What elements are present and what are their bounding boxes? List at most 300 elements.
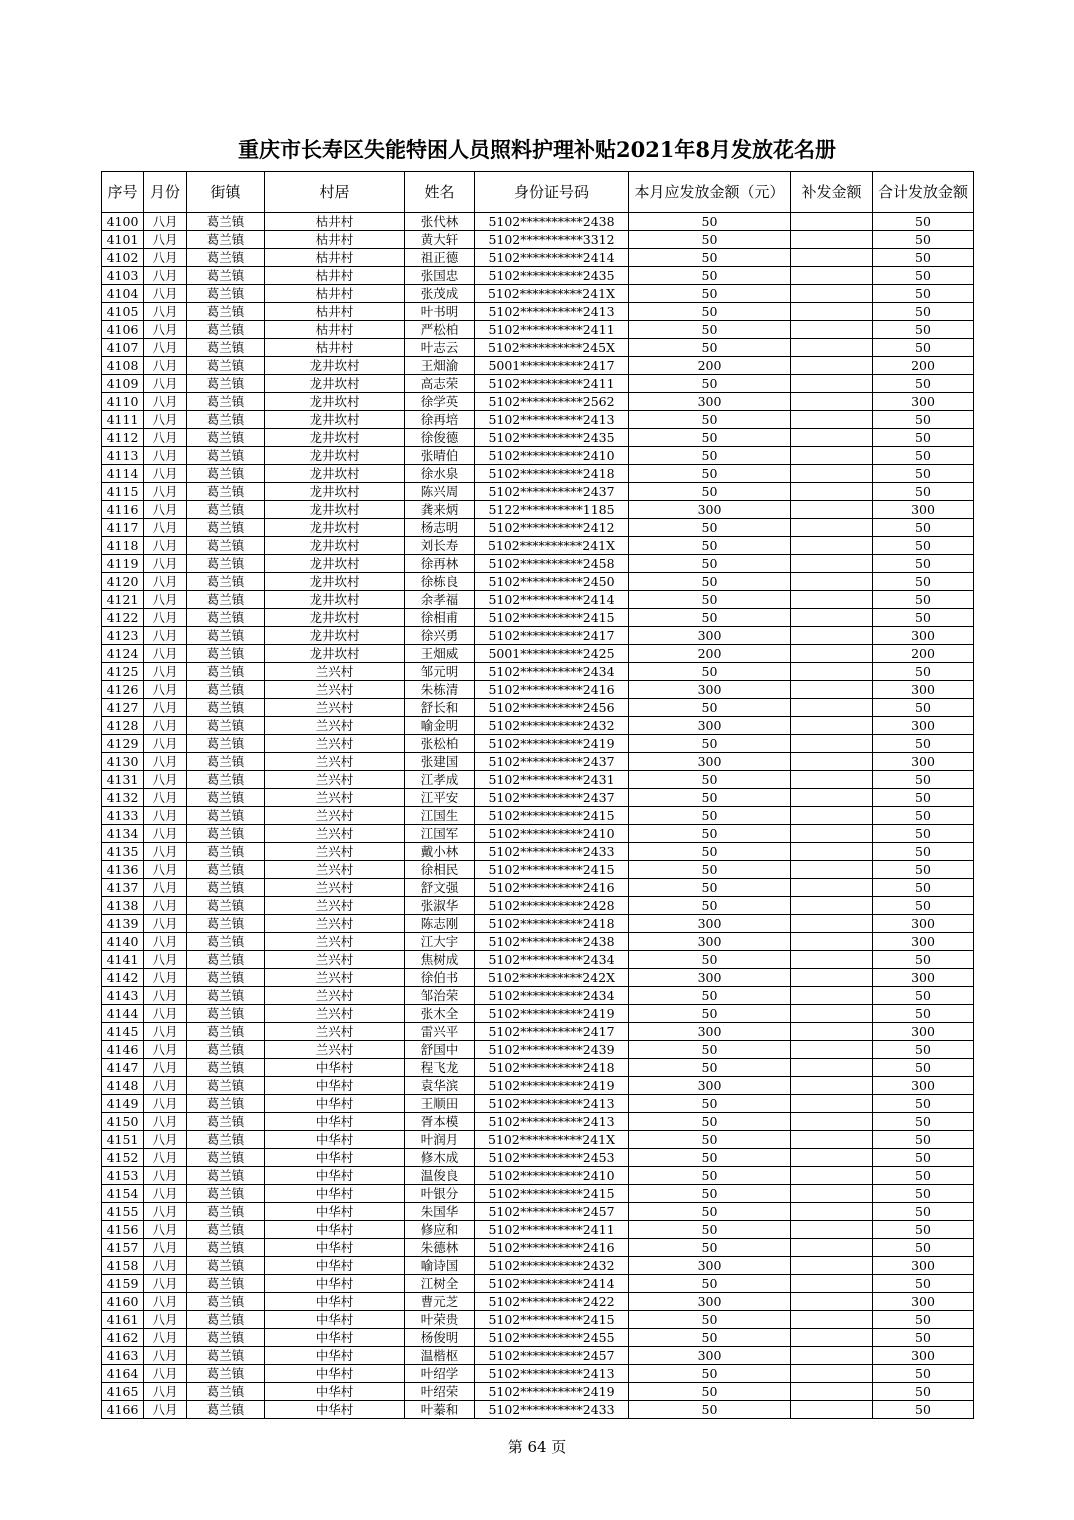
monthly-amount-cell: 50 — [629, 951, 791, 969]
total-amount-cell: 50 — [873, 1221, 974, 1239]
name-cell: 焦树成 — [405, 951, 475, 969]
total-amount-cell: 50 — [873, 1365, 974, 1383]
village-cell: 枯井村 — [265, 303, 405, 321]
village-cell: 中华村 — [265, 1311, 405, 1329]
month-cell: 八月 — [144, 591, 187, 609]
serial-cell: 4118 — [102, 537, 144, 555]
monthly-amount-cell: 50 — [629, 429, 791, 447]
back-pay-cell — [791, 1005, 873, 1023]
total-amount-cell: 300 — [873, 1257, 974, 1275]
back-pay-cell — [791, 1365, 873, 1383]
id-number-cell: 5102**********2411 — [475, 375, 629, 393]
id-number-cell: 5102**********2416 — [475, 681, 629, 699]
serial-cell: 4146 — [102, 1041, 144, 1059]
id-number-cell: 5102**********241X — [475, 1131, 629, 1149]
town-cell: 葛兰镇 — [187, 321, 265, 339]
name-cell: 叶绍学 — [405, 1365, 475, 1383]
id-number-cell: 5102**********2410 — [475, 1167, 629, 1185]
serial-cell: 4160 — [102, 1293, 144, 1311]
month-cell: 八月 — [144, 213, 187, 231]
town-cell: 葛兰镇 — [187, 285, 265, 303]
town-cell: 葛兰镇 — [187, 249, 265, 267]
month-cell: 八月 — [144, 1401, 187, 1419]
serial-cell: 4131 — [102, 771, 144, 789]
name-cell: 戴小林 — [405, 843, 475, 861]
month-cell: 八月 — [144, 1329, 187, 1347]
monthly-amount-cell: 50 — [629, 1041, 791, 1059]
monthly-amount-cell: 50 — [629, 555, 791, 573]
village-cell: 龙井坎村 — [265, 375, 405, 393]
month-cell: 八月 — [144, 555, 187, 573]
month-cell: 八月 — [144, 483, 187, 501]
village-cell: 兰兴村 — [265, 735, 405, 753]
name-cell: 刘长寿 — [405, 537, 475, 555]
total-amount-cell: 50 — [873, 807, 974, 825]
id-number-cell: 5102**********242X — [475, 969, 629, 987]
id-number-cell: 5102**********2414 — [475, 1275, 629, 1293]
header-serial: 序号 — [102, 172, 144, 213]
village-cell: 兰兴村 — [265, 825, 405, 843]
town-cell: 葛兰镇 — [187, 1059, 265, 1077]
back-pay-cell — [791, 483, 873, 501]
total-amount-cell: 50 — [873, 861, 974, 879]
back-pay-cell — [791, 1185, 873, 1203]
serial-cell: 4101 — [102, 231, 144, 249]
back-pay-cell — [791, 285, 873, 303]
id-number-cell: 5102**********2457 — [475, 1203, 629, 1221]
id-number-cell: 5102**********2411 — [475, 321, 629, 339]
serial-cell: 4141 — [102, 951, 144, 969]
table-row — [102, 321, 974, 339]
back-pay-cell — [791, 267, 873, 285]
table-row — [102, 879, 974, 897]
serial-cell: 4132 — [102, 789, 144, 807]
id-number-cell: 5102**********2416 — [475, 879, 629, 897]
monthly-amount-cell: 300 — [629, 1023, 791, 1041]
monthly-amount-cell: 50 — [629, 1221, 791, 1239]
name-cell: 王畑渝 — [405, 357, 475, 375]
table-row — [102, 339, 974, 357]
monthly-amount-cell: 50 — [629, 1167, 791, 1185]
month-cell: 八月 — [144, 645, 187, 663]
table-row — [102, 303, 974, 321]
table-row — [102, 771, 974, 789]
town-cell: 葛兰镇 — [187, 1185, 265, 1203]
header-village: 村居 — [265, 172, 405, 213]
monthly-amount-cell: 50 — [629, 1131, 791, 1149]
monthly-amount-cell: 50 — [629, 1275, 791, 1293]
total-amount-cell: 50 — [873, 537, 974, 555]
back-pay-cell — [791, 1113, 873, 1131]
name-cell: 程飞龙 — [405, 1059, 475, 1077]
table-row — [102, 735, 974, 753]
month-cell: 八月 — [144, 1041, 187, 1059]
total-amount-cell: 50 — [873, 285, 974, 303]
id-number-cell: 5102**********2434 — [475, 951, 629, 969]
table-row — [102, 1095, 974, 1113]
monthly-amount-cell: 300 — [629, 933, 791, 951]
village-cell: 兰兴村 — [265, 861, 405, 879]
total-amount-cell: 300 — [873, 915, 974, 933]
total-amount-cell: 50 — [873, 897, 974, 915]
name-cell: 邹治荣 — [405, 987, 475, 1005]
table-row — [102, 951, 974, 969]
village-cell: 中华村 — [265, 1185, 405, 1203]
serial-cell: 4111 — [102, 411, 144, 429]
serial-cell: 4107 — [102, 339, 144, 357]
month-cell: 八月 — [144, 1095, 187, 1113]
town-cell: 葛兰镇 — [187, 267, 265, 285]
name-cell: 张松柏 — [405, 735, 475, 753]
back-pay-cell — [791, 771, 873, 789]
total-amount-cell: 50 — [873, 321, 974, 339]
monthly-amount-cell: 300 — [629, 681, 791, 699]
table-row — [102, 1329, 974, 1347]
serial-cell: 4139 — [102, 915, 144, 933]
monthly-amount-cell: 50 — [629, 1383, 791, 1401]
table-row — [102, 609, 974, 627]
table-row — [102, 825, 974, 843]
serial-cell: 4110 — [102, 393, 144, 411]
table-row — [102, 1365, 974, 1383]
town-cell: 葛兰镇 — [187, 339, 265, 357]
roster-table — [101, 171, 974, 1419]
town-cell: 葛兰镇 — [187, 825, 265, 843]
total-amount-cell: 50 — [873, 1059, 974, 1077]
serial-cell: 4164 — [102, 1365, 144, 1383]
month-cell: 八月 — [144, 609, 187, 627]
village-cell: 龙井坎村 — [265, 447, 405, 465]
town-cell: 葛兰镇 — [187, 591, 265, 609]
serial-cell: 4126 — [102, 681, 144, 699]
monthly-amount-cell: 200 — [629, 357, 791, 375]
village-cell: 中华村 — [265, 1275, 405, 1293]
village-cell: 兰兴村 — [265, 753, 405, 771]
monthly-amount-cell: 50 — [629, 1329, 791, 1347]
month-cell: 八月 — [144, 987, 187, 1005]
name-cell: 邹元明 — [405, 663, 475, 681]
serial-cell: 4124 — [102, 645, 144, 663]
back-pay-cell — [791, 519, 873, 537]
id-number-cell: 5102**********2410 — [475, 447, 629, 465]
name-cell: 江树全 — [405, 1275, 475, 1293]
name-cell: 江国军 — [405, 825, 475, 843]
id-number-cell: 5102**********2419 — [475, 1005, 629, 1023]
month-cell: 八月 — [144, 1005, 187, 1023]
serial-cell: 4145 — [102, 1023, 144, 1041]
name-cell: 叶蓁和 — [405, 1401, 475, 1419]
monthly-amount-cell: 50 — [629, 411, 791, 429]
town-cell: 葛兰镇 — [187, 393, 265, 411]
serial-cell: 4144 — [102, 1005, 144, 1023]
header-total-amount: 合计发放金额 — [873, 172, 974, 213]
month-cell: 八月 — [144, 681, 187, 699]
table-row — [102, 1059, 974, 1077]
month-cell: 八月 — [144, 447, 187, 465]
name-cell: 余孝福 — [405, 591, 475, 609]
name-cell: 朱国华 — [405, 1203, 475, 1221]
town-cell: 葛兰镇 — [187, 1293, 265, 1311]
town-cell: 葛兰镇 — [187, 933, 265, 951]
back-pay-cell — [791, 537, 873, 555]
village-cell: 龙井坎村 — [265, 501, 405, 519]
id-number-cell: 5102**********2415 — [475, 1185, 629, 1203]
total-amount-cell: 50 — [873, 1041, 974, 1059]
town-cell: 葛兰镇 — [187, 645, 265, 663]
total-amount-cell: 300 — [873, 933, 974, 951]
serial-cell: 4122 — [102, 609, 144, 627]
table-row — [102, 1401, 974, 1419]
town-cell: 葛兰镇 — [187, 213, 265, 231]
town-cell: 葛兰镇 — [187, 753, 265, 771]
table-row — [102, 357, 974, 375]
village-cell: 中华村 — [265, 1077, 405, 1095]
monthly-amount-cell: 50 — [629, 987, 791, 1005]
table-body — [102, 213, 974, 1419]
name-cell: 喻诗国 — [405, 1257, 475, 1275]
header-monthly-amount: 本月应发放金额（元） — [629, 172, 791, 213]
table-row — [102, 1131, 974, 1149]
monthly-amount-cell: 50 — [629, 1203, 791, 1221]
monthly-amount-cell: 50 — [629, 861, 791, 879]
town-cell: 葛兰镇 — [187, 1041, 265, 1059]
village-cell: 枯井村 — [265, 321, 405, 339]
id-number-cell: 5102**********2419 — [475, 1383, 629, 1401]
id-number-cell: 5102**********2431 — [475, 771, 629, 789]
serial-cell: 4103 — [102, 267, 144, 285]
serial-cell: 4154 — [102, 1185, 144, 1203]
town-cell: 葛兰镇 — [187, 897, 265, 915]
total-amount-cell: 300 — [873, 717, 974, 735]
month-cell: 八月 — [144, 717, 187, 735]
name-cell: 江国生 — [405, 807, 475, 825]
monthly-amount-cell: 50 — [629, 771, 791, 789]
id-number-cell: 5102**********2415 — [475, 807, 629, 825]
total-amount-cell: 50 — [873, 1329, 974, 1347]
table-row — [102, 573, 974, 591]
village-cell: 枯井村 — [265, 213, 405, 231]
back-pay-cell — [791, 897, 873, 915]
month-cell: 八月 — [144, 1221, 187, 1239]
total-amount-cell: 50 — [873, 663, 974, 681]
table-row — [102, 1023, 974, 1041]
id-number-cell: 5102**********2414 — [475, 591, 629, 609]
id-number-cell: 5102**********2433 — [475, 1401, 629, 1419]
table-row — [102, 897, 974, 915]
name-cell: 喻金明 — [405, 717, 475, 735]
month-cell: 八月 — [144, 375, 187, 393]
name-cell: 祖正德 — [405, 249, 475, 267]
village-cell: 兰兴村 — [265, 663, 405, 681]
name-cell: 张国忠 — [405, 267, 475, 285]
total-amount-cell: 50 — [873, 879, 974, 897]
back-pay-cell — [791, 861, 873, 879]
village-cell: 龙井坎村 — [265, 627, 405, 645]
id-number-cell: 5102**********2415 — [475, 609, 629, 627]
total-amount-cell: 50 — [873, 1239, 974, 1257]
serial-cell: 4104 — [102, 285, 144, 303]
village-cell: 兰兴村 — [265, 789, 405, 807]
month-cell: 八月 — [144, 429, 187, 447]
total-amount-cell: 50 — [873, 573, 974, 591]
back-pay-cell — [791, 1401, 873, 1419]
id-number-cell: 5102**********3312 — [475, 231, 629, 249]
month-cell: 八月 — [144, 699, 187, 717]
monthly-amount-cell: 50 — [629, 375, 791, 393]
month-cell: 八月 — [144, 321, 187, 339]
town-cell: 葛兰镇 — [187, 1383, 265, 1401]
back-pay-cell — [791, 339, 873, 357]
table-row — [102, 969, 974, 987]
total-amount-cell: 50 — [873, 1203, 974, 1221]
id-number-cell: 5102**********2562 — [475, 393, 629, 411]
id-number-cell: 5102**********2432 — [475, 717, 629, 735]
serial-cell: 4150 — [102, 1113, 144, 1131]
town-cell: 葛兰镇 — [187, 717, 265, 735]
town-cell: 葛兰镇 — [187, 1221, 265, 1239]
table-row — [102, 375, 974, 393]
serial-cell: 4117 — [102, 519, 144, 537]
month-cell: 八月 — [144, 249, 187, 267]
back-pay-cell — [791, 321, 873, 339]
back-pay-cell — [791, 807, 873, 825]
table-row — [102, 591, 974, 609]
village-cell: 兰兴村 — [265, 717, 405, 735]
town-cell: 葛兰镇 — [187, 501, 265, 519]
town-cell: 葛兰镇 — [187, 771, 265, 789]
village-cell: 龙井坎村 — [265, 483, 405, 501]
id-number-cell: 5102**********2411 — [475, 1221, 629, 1239]
village-cell: 枯井村 — [265, 339, 405, 357]
back-pay-cell — [791, 699, 873, 717]
serial-cell: 4115 — [102, 483, 144, 501]
name-cell: 徐再培 — [405, 411, 475, 429]
monthly-amount-cell: 300 — [629, 627, 791, 645]
serial-cell: 4159 — [102, 1275, 144, 1293]
village-cell: 龙井坎村 — [265, 573, 405, 591]
table-row — [102, 1221, 974, 1239]
id-number-cell: 5102**********2415 — [475, 861, 629, 879]
serial-cell: 4125 — [102, 663, 144, 681]
back-pay-cell — [791, 1239, 873, 1257]
month-cell: 八月 — [144, 1311, 187, 1329]
id-number-cell: 5102**********2437 — [475, 753, 629, 771]
total-amount-cell: 50 — [873, 483, 974, 501]
table-row — [102, 555, 974, 573]
village-cell: 中华村 — [265, 1149, 405, 1167]
id-number-cell: 5102**********2416 — [475, 1239, 629, 1257]
name-cell: 徐相甫 — [405, 609, 475, 627]
monthly-amount-cell: 50 — [629, 1059, 791, 1077]
town-cell: 葛兰镇 — [187, 699, 265, 717]
village-cell: 兰兴村 — [265, 843, 405, 861]
town-cell: 葛兰镇 — [187, 627, 265, 645]
monthly-amount-cell: 50 — [629, 231, 791, 249]
village-cell: 中华村 — [265, 1203, 405, 1221]
serial-cell: 4156 — [102, 1221, 144, 1239]
town-cell: 葛兰镇 — [187, 915, 265, 933]
monthly-amount-cell: 50 — [629, 1005, 791, 1023]
table-row — [102, 663, 974, 681]
monthly-amount-cell: 50 — [629, 609, 791, 627]
serial-cell: 4149 — [102, 1095, 144, 1113]
monthly-amount-cell: 50 — [629, 285, 791, 303]
total-amount-cell: 50 — [873, 789, 974, 807]
table-row — [102, 1311, 974, 1329]
monthly-amount-cell: 300 — [629, 915, 791, 933]
serial-cell: 4133 — [102, 807, 144, 825]
town-cell: 葛兰镇 — [187, 447, 265, 465]
total-amount-cell: 50 — [873, 303, 974, 321]
month-cell: 八月 — [144, 807, 187, 825]
back-pay-cell — [791, 1167, 873, 1185]
village-cell: 中华村 — [265, 1059, 405, 1077]
name-cell: 舒文强 — [405, 879, 475, 897]
table-row — [102, 1005, 974, 1023]
month-cell: 八月 — [144, 789, 187, 807]
id-number-cell: 5102**********2428 — [475, 897, 629, 915]
serial-cell: 4136 — [102, 861, 144, 879]
serial-cell: 4152 — [102, 1149, 144, 1167]
monthly-amount-cell: 50 — [629, 1239, 791, 1257]
month-cell: 八月 — [144, 393, 187, 411]
village-cell: 龙井坎村 — [265, 393, 405, 411]
month-cell: 八月 — [144, 1365, 187, 1383]
back-pay-cell — [791, 573, 873, 591]
name-cell: 叶银分 — [405, 1185, 475, 1203]
total-amount-cell: 300 — [873, 1293, 974, 1311]
name-cell: 舒国中 — [405, 1041, 475, 1059]
id-number-cell: 5102**********2450 — [475, 573, 629, 591]
back-pay-cell — [791, 1149, 873, 1167]
village-cell: 枯井村 — [265, 231, 405, 249]
back-pay-cell — [791, 249, 873, 267]
village-cell: 兰兴村 — [265, 807, 405, 825]
table-row — [102, 861, 974, 879]
serial-cell: 4113 — [102, 447, 144, 465]
month-cell: 八月 — [144, 627, 187, 645]
back-pay-cell — [791, 1329, 873, 1347]
monthly-amount-cell: 50 — [629, 447, 791, 465]
name-cell: 张木全 — [405, 1005, 475, 1023]
town-cell: 葛兰镇 — [187, 807, 265, 825]
serial-cell: 4114 — [102, 465, 144, 483]
back-pay-cell — [791, 1095, 873, 1113]
back-pay-cell — [791, 1059, 873, 1077]
town-cell: 葛兰镇 — [187, 1347, 265, 1365]
total-amount-cell: 50 — [873, 843, 974, 861]
back-pay-cell — [791, 951, 873, 969]
total-amount-cell: 50 — [873, 1005, 974, 1023]
total-amount-cell: 50 — [873, 1185, 974, 1203]
serial-cell: 4166 — [102, 1401, 144, 1419]
monthly-amount-cell: 200 — [629, 645, 791, 663]
id-number-cell: 5102**********2432 — [475, 1257, 629, 1275]
monthly-amount-cell: 50 — [629, 1113, 791, 1131]
name-cell: 杨志明 — [405, 519, 475, 537]
total-amount-cell: 50 — [873, 375, 974, 393]
total-amount-cell: 300 — [873, 753, 974, 771]
serial-cell: 4127 — [102, 699, 144, 717]
village-cell: 兰兴村 — [265, 699, 405, 717]
serial-cell: 4106 — [102, 321, 144, 339]
name-cell: 徐学英 — [405, 393, 475, 411]
id-number-cell: 5102**********2437 — [475, 483, 629, 501]
id-number-cell: 5102**********2456 — [475, 699, 629, 717]
header-id-number: 身份证号码 — [475, 172, 629, 213]
table-row — [102, 411, 974, 429]
table-row — [102, 627, 974, 645]
